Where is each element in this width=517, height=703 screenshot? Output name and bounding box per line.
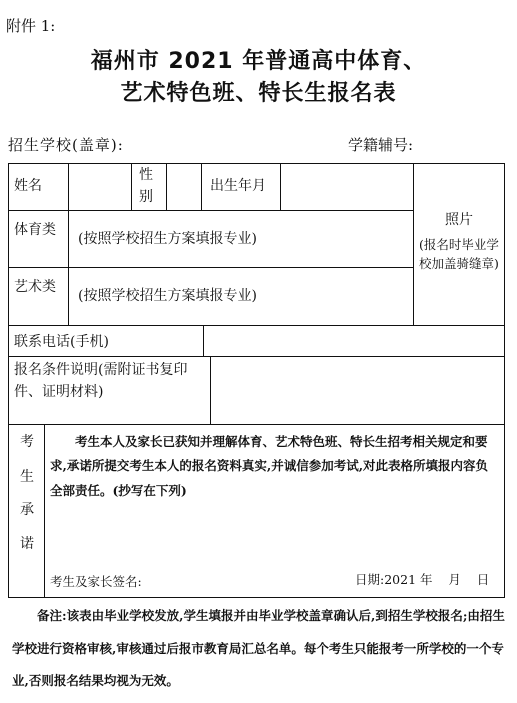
arts-note: (按照学校招生方案填报专业) [78,288,257,304]
gender-label-top: 性 [139,167,153,183]
remarks-emphasis: 每个考生只能报考一所学校的一个专业,否则报名结果均视为无效。 [12,640,504,688]
pledge-char: 承 [20,502,34,518]
gender-field[interactable] [167,164,200,209]
col-divider [413,163,414,325]
row-divider [8,424,505,425]
photo-note: (报名时毕业学校加盖骑缝章) [419,237,499,271]
remarks-text: 备注:该表由毕业学校发放,学生填报并由毕业学校盖章确认后,到招生学校报名;由招生学校进行资格审核,审核通过后报市教育局汇总名单。 [12,608,505,656]
phone-label: 联系电话(手机) [14,334,109,350]
table-border-right [504,163,505,597]
condition-field[interactable] [212,358,502,422]
registration-number-label: 学籍辅号: [348,136,414,154]
sports-label: 体育类 [14,222,56,238]
col-divider [131,163,132,210]
signature-label: 考生及家长签名: [50,574,142,589]
sports-note: (按照学校招生方案填报专业) [78,231,257,247]
birth-field[interactable] [282,164,412,209]
arts-label: 艺术类 [14,279,56,295]
pledge-char: 生 [20,469,34,485]
name-field[interactable] [69,164,130,209]
date-label: 日期:2021 年 月 日 [355,572,490,587]
table-border-left [8,163,9,597]
school-seal-label: 招生学校(盖章): [8,136,124,154]
gender-label-bottom: 别 [139,189,153,205]
form-title-line2: 艺术特色班、特长生报名表 [120,81,397,106]
photo-label: 照片 [445,212,473,228]
pledge-char: 诺 [20,536,34,552]
name-label: 姓名 [14,178,42,194]
phone-field[interactable] [205,327,502,355]
condition-label: 报名条件说明(需附证书复印件、证明材料) [14,362,188,400]
pledge-copy-area[interactable] [50,500,500,566]
form-title-line1: 福州市 2021 年普通高中体育、 [90,49,427,74]
pledge-char: 考 [20,434,34,450]
birth-label: 出生年月 [210,178,266,194]
col-divider [201,163,202,210]
table-border-bottom [8,597,505,598]
annex-label: 附件 1: [6,17,56,35]
col-divider [44,424,45,597]
pledge-text: 考生本人及家长已获知并理解体育、艺术特色班、特长生招考相关规定和要求,承诺所提交考生本人的报名资料真实,并诚信参加考试,对此表格所填报内容负全部责任。(抄写在下列) [50,434,489,498]
remarks-note [12,600,507,698]
